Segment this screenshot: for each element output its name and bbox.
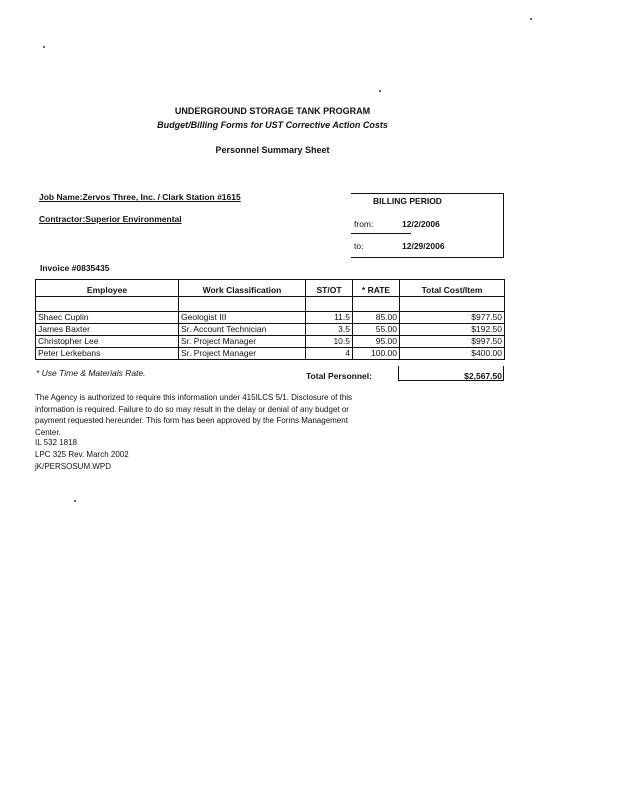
table-spacer-row xyxy=(36,297,505,312)
cell-st-ot: 3.5 xyxy=(306,324,353,336)
billing-divider-mid xyxy=(351,233,411,234)
cell-st-ot: 4 xyxy=(306,348,353,360)
total-personnel-value: $2,567.50 xyxy=(464,371,502,381)
form-subtitle: Budget/Billing Forms for UST Corrective Action Costs xyxy=(157,120,388,130)
program-title: UNDERGROUND STORAGE TANK PROGRAM xyxy=(174,106,371,116)
total-personnel-label: Total Personnel: xyxy=(306,371,372,381)
sheet-title: Personnel Summary Sheet xyxy=(215,145,330,155)
cell-rate: 95.00 xyxy=(353,336,400,348)
personnel-table xyxy=(35,279,505,360)
scan-speck xyxy=(530,18,532,20)
billing-to-value: 12/29/2006 xyxy=(402,241,445,251)
file-name: jK/PERSOSUM.WPD xyxy=(35,462,112,471)
job-name: Job Name:Zervos Three, Inc. / Clark Station #1615 xyxy=(39,192,241,202)
rate-note: * Use Time & Materials Rate. xyxy=(36,368,146,378)
cell-rate: 85.00 xyxy=(353,312,400,324)
lpc-revision: LPC 325 Rev. March 2002 xyxy=(35,450,129,459)
cell-work: Geologist III xyxy=(179,312,306,324)
cell-total: $977.50 xyxy=(400,312,505,324)
table-row xyxy=(36,336,505,348)
cell-total: $192.50 xyxy=(400,324,505,336)
header-employee: Employee xyxy=(36,280,179,297)
billing-from-value: 12/2/2006 xyxy=(402,219,440,229)
billing-divider-top xyxy=(351,193,411,194)
header-work-classification: Work Classification xyxy=(179,280,306,297)
cell-st-ot: 10.5 xyxy=(306,336,353,348)
scan-speck xyxy=(74,500,76,502)
contractor-name: Contractor:Superior Environmental xyxy=(39,214,182,224)
cell-work: Sr. Account Technician xyxy=(179,324,306,336)
cell-employee: Shaec Cuplin xyxy=(36,312,179,324)
disclosure-notice: The Agency is authorized to require this information under 415ILCS 5/1. Disclosure of this information is required. Failure to do so may result in the delay or denial of any budget or payment requested hereunder. This form has been approved by the Forms Management Center. xyxy=(35,393,353,437)
cell-work: Sr. Project Manager xyxy=(179,348,306,360)
header-st-ot: ST/OT xyxy=(306,280,353,297)
cell-employee: James Baxter xyxy=(36,324,179,336)
header-rate: * RATE xyxy=(353,280,400,297)
cell-total: $400.00 xyxy=(400,348,505,360)
cell-rate: 100.00 xyxy=(353,348,400,360)
form-id: IL 532 1818 xyxy=(35,438,77,447)
cell-total: $997.50 xyxy=(400,336,505,348)
cell-rate: 55.00 xyxy=(353,324,400,336)
billing-period-title: BILLING PERIOD xyxy=(373,196,442,206)
cell-employee: Christopher Lee xyxy=(36,336,179,348)
table-header-row xyxy=(36,280,505,297)
cell-employee: Peter Lerkebans xyxy=(36,348,179,360)
invoice-number: Invoice #0835435 xyxy=(40,263,110,273)
scan-speck xyxy=(43,46,45,48)
header-total-cost: Total Cost/Item xyxy=(400,280,505,297)
cell-st-ot: 11.5 xyxy=(306,312,353,324)
cell-work: Sr. Project Manager xyxy=(179,336,306,348)
billing-from-label: from: xyxy=(354,219,374,229)
billing-to-label: to: xyxy=(354,241,364,251)
scan-speck xyxy=(379,90,381,92)
table-row xyxy=(36,312,505,324)
table-row xyxy=(36,348,505,360)
table-row xyxy=(36,324,505,336)
